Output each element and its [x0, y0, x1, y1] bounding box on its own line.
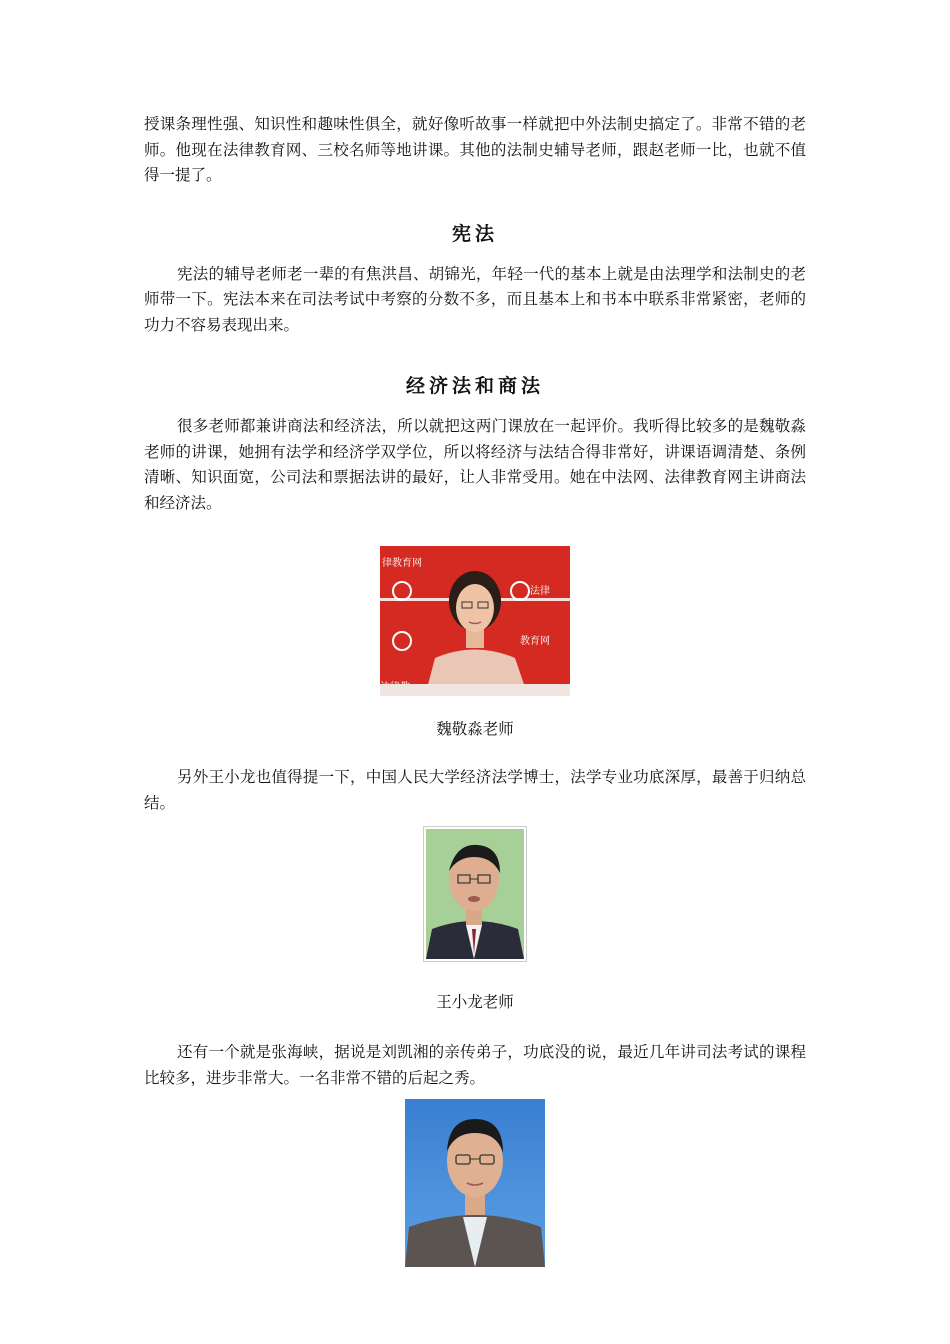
constitution-heading: 宪法	[451, 222, 498, 245]
economic-law-heading: 经济法和商法	[405, 375, 544, 397]
banner-text-2: 法律	[530, 586, 550, 597]
economic-law-paragraph-3: 还有一个就是张海峡，据说是刘凯湘的亲传弟子，功底没的说，最近几年讲司法考试的课程比较多，进步非常大。一名非常不错的后起之秀。	[144, 1043, 806, 1087]
photo2-caption: 王小龙老师	[436, 993, 514, 1011]
teacher-photo-wei	[380, 546, 570, 696]
economic-law-paragraph-2: 另外王小龙也值得提一下，中国人民大学经济法学博士，法学专业功底深厚，最善于归纳总结。	[144, 768, 806, 812]
teacher-photo-zhang	[405, 1099, 545, 1267]
banner-text-1: 律教育网	[382, 558, 422, 569]
economic-law-paragraph: 很多老师都兼讲商法和经济法，所以就把这两门课放在一起评价。我听得比较多的是魏敬淼老师的讲课，她拥有法学和经济学双学位，所以将经济与法结合得非常好，讲课语调清楚、条例清晰、知识面宽，公司法和票据法讲的最好，让人非常受用。她在中法网、法律教育网主讲商法和经济法。	[144, 417, 806, 512]
intro-paragraph: 授课条理性强、知识性和趣味性俱全，就好像听故事一样就把中外法制史搞定了。非常不错的老师。他现在法律教育网、三校名师等地讲课。其他的法制史辅导老师，跟赵老师一比，也就不值得一提了。	[144, 115, 806, 184]
document-page	[144, 112, 806, 1267]
photo1-caption: 魏敬淼老师	[436, 720, 514, 738]
banner-text-3: 教育网	[520, 636, 550, 647]
teacher-photo-wang	[423, 826, 527, 962]
constitution-paragraph: 宪法的辅导老师老一辈的有焦洪昌、胡锦光，年轻一代的基本上就是由法理学和法制史的老师带一下。宪法本来在司法考试中考察的分数不多，而且基本上和书本中联系非常紧密，老师的功力不容易表现出来。	[144, 264, 806, 334]
